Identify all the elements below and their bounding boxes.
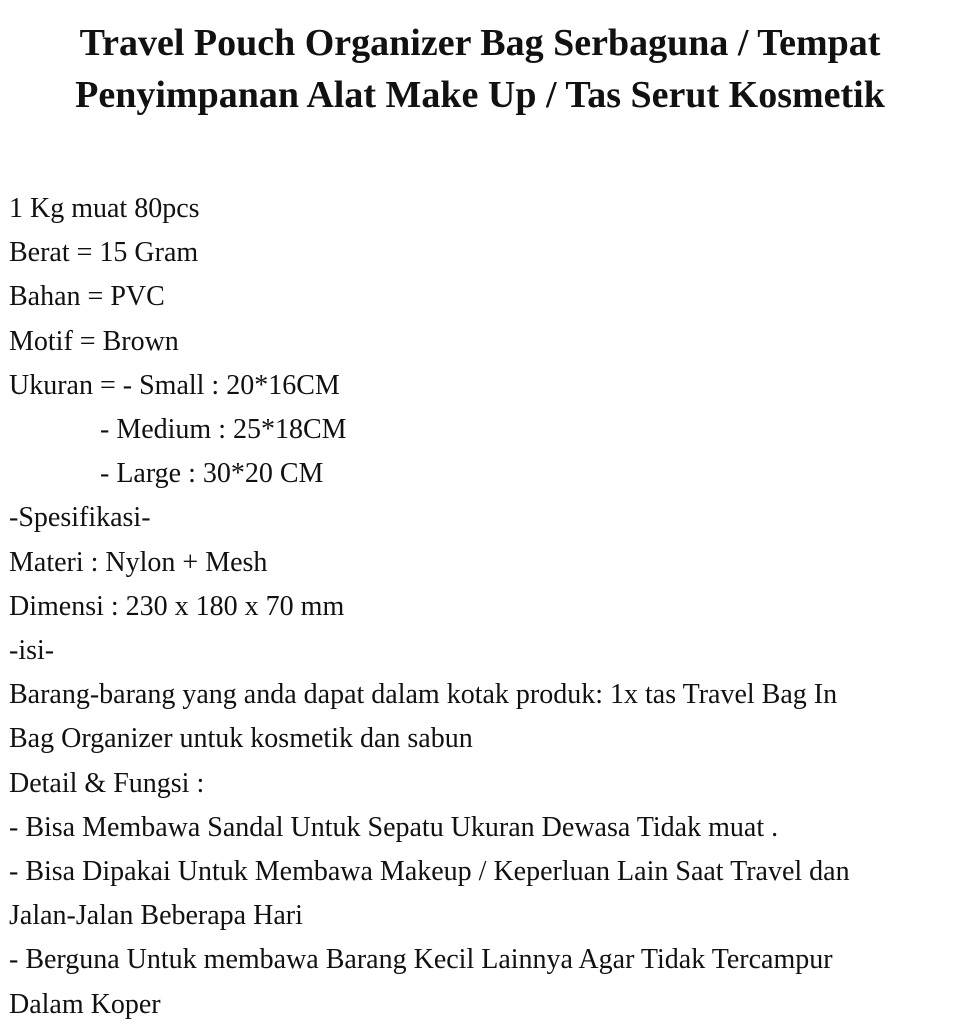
- description-line: -Spesifikasi-: [9, 502, 151, 534]
- description-line: - Bisa Membawa Sandal Untuk Sepatu Ukuran Dewasa Tidak muat .: [9, 811, 779, 843]
- description-line: Berat = 15 Gram: [9, 237, 199, 269]
- product-title-line: Penyimpanan Alat Make Up / Tas Serut Kosmetik: [75, 74, 885, 116]
- description-line: Barang-barang yang anda dapat dalam kotak produk: 1x tas Travel Bag In: [9, 679, 838, 711]
- description-line: Materi : Nylon + Mesh: [9, 546, 268, 578]
- description-line: Detail & Fungsi :: [9, 767, 205, 799]
- product-title: [0, 17, 960, 121]
- description-line: Dimensi : 230 x 180 x 70 mm: [9, 590, 345, 622]
- description-line: - Berguna Untuk membawa Barang Kecil Lainnya Agar Tidak Tercampur: [9, 944, 833, 976]
- description-line: 1 Kg muat 80pcs: [9, 193, 200, 224]
- description-line: Bahan = PVC: [9, 281, 165, 313]
- description-line: - Bisa Dipakai Untuk Membawa Makeup / Keperluan Lain Saat Travel dan: [9, 856, 850, 888]
- product-description: [9, 187, 954, 1027]
- description-line: Bag Organizer untuk kosmetik dan sabun: [9, 723, 473, 755]
- description-line: Motif = Brown: [9, 325, 179, 357]
- description-line: Dalam Koper: [9, 988, 161, 1020]
- description-line: - Large : 30*20 CM: [9, 458, 324, 490]
- description-line: Ukuran = - Small : 20*16CM: [9, 369, 340, 401]
- description-line: Jalan-Jalan Beberapa Hari: [9, 900, 303, 932]
- description-line: -isi-: [9, 635, 55, 667]
- description-line: - Medium : 25*18CM: [9, 414, 347, 446]
- product-title-line: Travel Pouch Organizer Bag Serbaguna / Tempat: [79, 22, 881, 64]
